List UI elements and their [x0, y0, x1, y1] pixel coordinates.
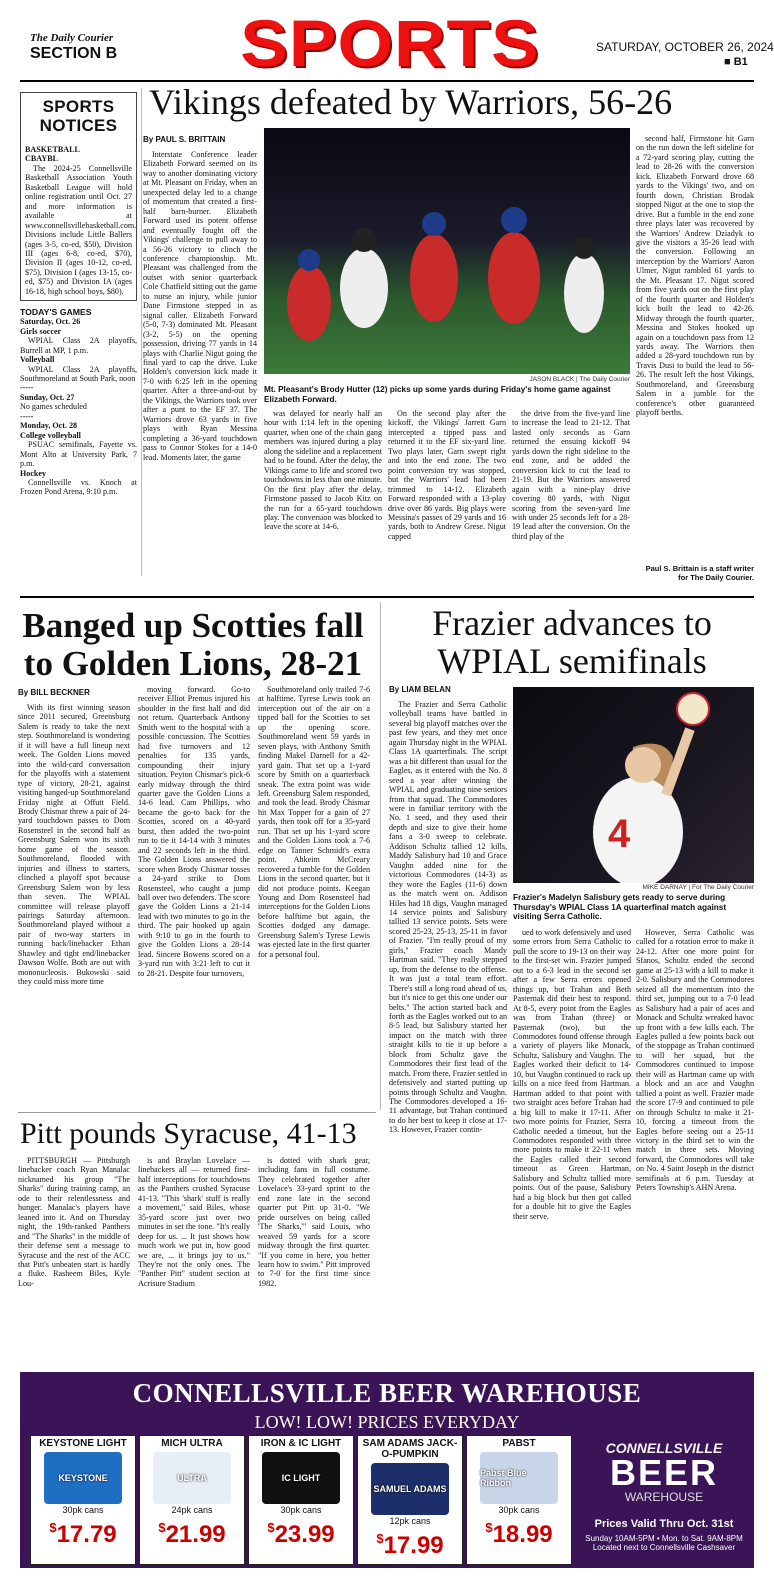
divider: -----	[20, 411, 34, 421]
store-hours: Sunday 10AM-5PM • Mon. to Sat. 9AM-8PM	[585, 1534, 743, 1543]
beer-size: 12pk cans	[389, 1516, 431, 1526]
story3-headline: Frazier advances to WPIAL semifinals	[432, 603, 712, 681]
notices-title: SPORTS NOTICES	[39, 97, 118, 135]
story4-col3: is dotted with shark gear, including fans in full costume. They celebrated together after Lovelace's 33-yard sprint to the end zone late in the second quarter put Pitt up 31-0. "We pride ourselves on being called 'The Sharks,'" said Louis, who weaved 59 yards for a score midway through the first quarter. "If you come in here, you better learn how to swim." Pitt improved to 7-0 for the first time since 1982.	[258, 1156, 370, 1288]
beer-name: IRON & IC LIGHT	[260, 1438, 342, 1449]
column-rule	[380, 602, 381, 1110]
beer-price-value: 17.79	[56, 1521, 117, 1548]
story3-byline: By LIAM BELAN	[389, 685, 451, 694]
sports-notices	[20, 92, 137, 572]
beer-price	[358, 1526, 462, 1559]
beer-price-value: 18.99	[492, 1521, 553, 1548]
story2-col3: Southmoreland only trailed 7-6 at halftime. Tyrese Lewis took an interception out of the air on a tipped ball for the Scotties to set up the opening score. Southmoreland went 59 yards in seven plays, with Anthony Smith finding Makel Darnell for a 42-yard gain. That set up a 1-yard score by Smith on a quarterback sneak. The extra point was wide left. Greensburg Salem responded, and took the lead. Brody Chismar hit Max Topper for a gain of 27 yards, then took off for a 35-yard run. That set up his 1-yard score and the Golden Lions took a 7-6 edge on Tanner Schmidt's extra point. Ahkeim McCreary recovered a fumble for the Golden Lions in the second quarter, but it did not produce points. Keegan Young and Dom Rosensteel had interceptions for the Golden Lions before halftime but again, the Scotties dodged any damage. Greensburg Salem's Tyrese Lewis was ejected late in the first quarter for a personal foul.	[258, 685, 371, 959]
story2-col1: With its first winning season since 2011 secured, Greensburg Salem is ready to take the next step. Southmoreland is wondering if it will have a full lineup next week. The Golden Lions moved into the wild-card conversation for the playoffs with a statement type of victory, 28-21, against visiting banged-up Southmoreland Friday night at Offutt Field. Brody Chismar threw a pair of 24-yard touchdown passes to Dom Rosensteel in the second half as Greensburg Salem won its sixth home game of the season. Southmoreland, flooded with injuries and illness to starters, clinched a playoff spot because Greensburg Salem won by less than seven. The WPIAL committee will release playoff pairings Saturday afternoon. Southmoreland played without a pair of two-way starters in running back/linebacker Ethan Shawley and tight end/linebacker Dawson Wolfe. Both are out with mononucleosis. Bukowski said they could miss more time	[18, 703, 130, 987]
beer-pack-image	[371, 1463, 449, 1515]
sat-volleyball-text: WPIAL Class 2A playoffs, Southmoreland at South Park, noon	[20, 364, 137, 383]
ad-title: CONNELLSVILLE BEER WAREHOUSE	[132, 1378, 642, 1408]
beer-price-value: 21.99	[165, 1521, 226, 1548]
beer-deal[interactable]	[30, 1435, 136, 1565]
beer-price	[467, 1515, 571, 1548]
divider: -----	[20, 383, 34, 393]
story1-col4: the drive from the five-yard line to increase the lead to 21-12. That lasted only seconds as Garn returned the ensuing kickoff 94 yards down the right sideline to the end zone, and he added the conversion kick to cut the lead to 21-19. But the Warriors answered again with a nine-play drive covering 80 yards, with Nigut scoring from the seven-yard line with under 25 seconds left for a 28-19 lead after the conversion. On the third play of the	[512, 409, 630, 541]
beer-pack-label: SAMUEL ADAMS	[373, 1484, 447, 1494]
prices-valid: Prices Valid Thru Oct. 31st	[594, 1518, 734, 1530]
sun-text: No games scheduled	[20, 402, 87, 412]
section-label: SECTION B	[30, 45, 118, 62]
beer-pack-image	[44, 1452, 122, 1504]
ad-logo-block	[578, 1434, 750, 1564]
sun-day: Sunday, Oct. 27	[20, 392, 75, 402]
notices-box	[20, 92, 137, 301]
tagline-line1: Paul S. Brittain is a staff writer	[645, 564, 754, 573]
photo-caption: Frazier's Madelyn Salisbury gets ready to serve during Thursday's WPIAL Class 1A quarterfinal match against visiting Serra Catholic.	[513, 893, 727, 921]
photo-credit: MIKE DARNAY | For The Daily Courier	[642, 884, 754, 891]
story4-col1: PITTSBURGH — Pittsburgh linebacker coach Ryan Manalac nicknamed his group "The Sharks" during training camp, an ode to their relentlessness and hunger. Manalac's players have leaned into it. And on Thursday night, the 19th-ranked Panthers and "The Sharks" in the middle of their defense sent a message to Syracuse and the rest of the ACC that Pitt's unbeaten start is hardly a fluke. Rasheem Biles, Kyle Lou-	[18, 1156, 130, 1288]
basketball-heading: BASKETBALL	[25, 145, 80, 154]
mon-college-text: PSUAC semifinals, Fayette vs. Mont Alto at University Park, 7 p.m.	[20, 440, 137, 469]
story-rule	[18, 1112, 376, 1113]
beer-price	[31, 1515, 135, 1548]
store-location: Located next to Connellsville Cashsaver	[592, 1543, 736, 1552]
beer-name: MICH ULTRA	[161, 1438, 223, 1449]
beer-deal[interactable]	[248, 1435, 354, 1565]
story1-col1: Interstate Conference leader Elizabeth Forward seemed on its way to another dominating victory at Mt. Pleasant on Friday, when an unexpected delay led to a change of momentum that created a first-half barn-burner. Elizabeth Forward used its potent offense and eventually fought off the Vikings' challenge to pull away to a 56-26 victory to clinch the conference championship. Mt. Pleasant was challenged from the outset with senior quarterback Cole Chatfield sitting out the game to nurse an injury, while junior Dane Firmstone stepped in as signal caller. Elizabeth Forward (5-0, 7-3) dominated Mt. Pleasant (3-2, 5-5) on the opening possession, driving 77 yards in 14 plays with Charlie Nigut going the final yard to cap the drive. Luke Holden's conversion kick made it 7-0 with 6:25 left in the opening quarter. After a three-and-out by the Vikings, the Warriors took over after a punt to the EF 37. The Warriors drove 63 yards in five plays with Ryan Messina completing a 36-yard touchdown pass to Connor Stokes for a 14-0 lead. Moments later, the game	[143, 150, 257, 462]
sat-volleyball: Volleyball	[20, 355, 55, 365]
photo-caption: Mt. Pleasant's Brody Hutter (12) picks up some yards during Friday's home game against Elizabeth Forward.	[264, 385, 611, 404]
issue-date: SATURDAY, OCTOBER 26, 2024	[596, 40, 774, 54]
mon-hockey: Hockey	[20, 468, 47, 478]
tagline-line2: for The Daily Courier.	[678, 573, 754, 582]
beer-size: 30pk cans	[62, 1505, 104, 1515]
beer-pack-image	[480, 1452, 558, 1504]
story2-headline: Banged up Scotties fall to Golden Lions, 28-21	[22, 606, 364, 683]
sports-banner: SPORTS	[240, 6, 540, 80]
newspaper-name: The Daily Courier	[30, 32, 114, 44]
story1-headline: Vikings defeated by Warriors, 56-26	[149, 82, 673, 122]
dollar-sign: $	[267, 1520, 275, 1535]
story1-tagline	[636, 564, 754, 582]
beer-price-value: 17.99	[383, 1532, 444, 1559]
story2-col2: moving forward. Go-to receiver Elliot Premus injured his shoulder in the first half and did not return. Quarterback Anthony Smith went to the hospital with a possible concussion. The Scotties had five turnovers and 12 penalties for 135 yards, compounding their injury situation. Peyton Chismar's pick-6 early midway through the third quarter gave the Golden Lions a 14-6 lead. Cam Phillips, who became the go-to back for the Scotties, scored on a 40-yard burst, then added the two-point run to tie it 14-14 with 3 minutes and 22 seconds left in the third. The Golden Lions answered the score when Brody Chismar tosses a 24-yard strike to Dom Rosensteel, who caught a jump ball over two defenders. The score gave the Golden Lions a 21-14 lead with two minutes to go in the third. The pair hooked up again with 9:10 to go in the fourth to give the Golden Lions a 28-14 lead. Sincere Bowens scored on a 3-yard run with 3:21 left to cut it to 28-21. Despite four turnovers,	[138, 685, 250, 978]
mon-college: College volleyball	[20, 430, 81, 440]
sat-girls-soccer: Girls soccer	[20, 326, 62, 336]
cbaybl-heading: CBAYBL	[25, 154, 58, 164]
logo-line1: CONNELLSVILLE	[605, 1440, 723, 1456]
beer-size: 24pk cans	[171, 1505, 213, 1515]
ad-subtitle: LOW! LOW! PRICES EVERYDAY	[254, 1412, 520, 1432]
beer-name: SAM ADAMS JACK-O-PUMPKIN	[362, 1438, 458, 1460]
football-photo	[264, 128, 630, 374]
mon-day: Monday, Oct. 28	[20, 421, 78, 431]
volleyball-photo	[513, 687, 754, 883]
beer-pack-image	[153, 1452, 231, 1504]
photo-credit: JASON BLACK | The Daily Courier	[529, 376, 630, 383]
beer-size: 30pk cans	[280, 1505, 322, 1515]
section-rule	[20, 596, 754, 598]
todays-games-title: TODAY'S GAMES	[20, 307, 92, 318]
beer-deal[interactable]	[466, 1435, 572, 1565]
beer-pack-label: IC LIGHT	[281, 1473, 321, 1483]
dollar-sign: $	[485, 1520, 493, 1535]
page-number: ■ B1	[724, 56, 748, 68]
beer-pack-label: KEYSTONE	[58, 1473, 108, 1483]
story1-col5: second half, Firmstone hit Garn on the run down the left sideline for a 72-yard scoring play, cutting the lead to 28-26 with the conversion kick. Elizabeth Forward drove 68 yards to the Vikings' two, and on fourth down, Christian Brodak stopped Nigut at the one to stop the drive. But a fumble in the end zone three plays later was recovered by the Warriors' Andrew Dziadyk to give the visitors a 35-26 lead with the conversion. Following an interception by the Warriors' Aaron Ulmer, Nigut rambled 61 yards to the Mt. Pleasant 17. Nigut scored from five yards out on the first play of the fourth quarter and Holden's kick built the lead to 42-26. Midway through the fourth quarter, Messina and Stokes hooked up again on a touchdown pass from 12 yards away. The Warriors then added a 28-yard touchdown run by Travis Dusi to build the lead to 56-26. The result left the host Vikings, Southmoreland, and Greensburg Salem in a jumble for the conference's other guaranteed playoff berths.	[636, 134, 754, 418]
mon-hockey-text: Connellsville vs. Knoch at Frozen Pond Arena, 9:10 p.m.	[20, 477, 137, 497]
story4-headline: Pitt pounds Syracuse, 41-13	[20, 1117, 357, 1150]
beer-size: 30pk cans	[498, 1505, 540, 1515]
logo-line3: WAREHOUSE	[624, 1490, 704, 1504]
column-rule	[141, 88, 142, 576]
dollar-sign: $	[376, 1531, 384, 1546]
beer-price-value: 23.99	[274, 1521, 335, 1548]
story3-col1: The Frazier and Serra Catholic volleyball teams have battled in several big playoff matches over the past few years, and they met once again Thursday night in the WPIAL Class 1A quarterfinals. The script was a bit different than usual for the Eagles, as it entered with the No. 8 seed a year after winning the WPIAL and graduating nine seniors from that squad. The Commodores were in familiar territory with the No. 1 seed, and they used their depth and size to give their home fans a 3-0 sweep to celebrate. Addison Schultz tallied 12 kills, Maddy Salisbury had 10 and Grace Vaughn added nine for the victorious Commodores (14-3) as they wore the Eagles (11-6) down as the match went on. Addison Hiles had 18 digs, Vaughn managed 14 service points and Salisbury tallied 13 service points. Sets were scored 25-23, 25-13, 25-11 in favor of Frazier. "I'm really proud of my girls," Frazier coach Mandy Hartman said. "They really stepped up, from the defense to the offense. It was just a total team effort. There's still a long road ahead of us, but it's nice to get this one under our belts." The action started back and forth as the Eagles worked out to an 8-5 lead, but Salisbury started her impact on the match with three straight kills to tie it up before a block from Schultz gave the Commodores their first lead of the match. From there, Frazier settled in defensively and started putting up points through Schultz and Vaughn. The Commodores developed a 16-11 advantage, but Trahan continued to do her best to keep it close at 17-13. However, Frazier contin-	[389, 700, 507, 1135]
beer-pack-label: ULTRA	[177, 1473, 207, 1483]
story3-col2: ued to work defensively and used some errors from Serra Catholic to pull the score to 19-13 on their way to the first-set win. Frazier jumped out to a 6-3 lead in the second set after a few Serra errors opened things up, but Trahan and Beth Pasternak did their best to respond. At 8-5, every point from the Eagles was from Trahan (three) or Pasternak (two), but the Commodores found offense through a variety of players like Monack, Schultz, Salisbury and Vaughn. The Eagles worked their deficit to 14-10, but Vaughn continued to rack up kills on a nice feed from Hartman. Hartman added to that point with two straight aces before Trahan had a big kill to make it 17-11. After two more points for Frazier, Serra Catholic needed a timeout, but the Commodores responded with three more points to make it 22-11 when the Eagles called their second timeout as Green Hartman, Salisbury and Schultz tallied more points. Out of the pause, Salisbury had a big block but then got called for a double hit to give the Eagles their serve.	[513, 928, 631, 1221]
beer-deal[interactable]	[139, 1435, 245, 1565]
story3-col3: However, Serra Catholic was called for a rotation error to make it 24-12. After one more point for Sfanos, Schultz ended the second game at 25-13 with a kill to make it 2-0. Salisbury and the Commodores seized all the momentum into the third set, jumping out to a 7-0 lead as Salisbury had a pair of aces and Monack and Schultz wreaked havoc up front with a few kills each. The Eagles pulled a few points back out of the stoppage as Trahan continued to will her squad, but the Commodores continued to impose their will as Hartman came up with a block and an ace and Vaughn tallied a point as well. Frazier made the score 17-9 and continued to pile on through Schultz to make it 21-10, forcing a timeout from the Eagles before seeing out a 25-11 victory in the third set to win the match in three sets. Moving forward, the Commodores will take on No. 4 Saint Joseph in the district semifinals at 6 p.m. Tuesday at Peters Township's AHN Arena.	[636, 928, 754, 1193]
dollar-sign: $	[158, 1520, 166, 1535]
story1-col2: was delayed for nearly half an hour with 1:14 left in the opening quarter, when one of the chain gang members was injured during a play along the sideline and a replacement had to be found. After the delay, the Vikings came to life and scored two touchdowns in less than one minute. On the first play after the delay, Firmstone passed to Jacob Kitz on the run for a 65-yard touchdown play. The conversion was blocked to leave the score at 14-6.	[264, 409, 383, 532]
story4-col2: is and Braylan Lovelace — linebackers all — returned first-half interceptions for touchdowns as the Panthers crushed Syracuse 41-13. "This 'shark' stuff is really a movement," said Biles, whose 35-yard score just over two minutes in set the tone. "It's really deep for us. ... It just shows how much work we put in, how good we are, ... it brings joy to us." They're not the only ones. The "Panther Pitt" student section at Acrisure Stadium	[138, 1156, 250, 1288]
beer-pack-label: Pabst Blue Ribbon	[480, 1468, 527, 1488]
beer-deal[interactable]	[357, 1435, 463, 1565]
beer-pack-image	[262, 1452, 340, 1504]
story2-byline: By BILL BECKNER	[18, 688, 90, 697]
story1-col3: On the second play after the kickoff, the Vikings' Jarrett Garn intercepted a tipped pass and returned it to the EF six-yard line. Two plays later, Garn swept right and into the end zone. The two point conversion try was stopped, but the Warriors' lead had been trimmed to 14-12. Elizabeth Forward responded with a 13-play drive over 86 yards. Big plays were Messina's passes of 29 yards and 16 yards, both to Andrew Grese. Nigut capped	[388, 409, 506, 541]
beer-price	[140, 1515, 244, 1548]
beer-name: KEYSTONE LIGHT	[39, 1438, 127, 1449]
logo-line2: BEER	[609, 1452, 719, 1493]
beer-price	[249, 1515, 353, 1548]
sat-day: Saturday, Oct. 26	[20, 317, 81, 327]
football-players-illustration	[264, 128, 630, 374]
basketball-notice: The 2024-25 Connellsville Basketball Association Youth Basketball League will hold online registration until Oct. 27 and more information is available at www.connellsvillebasketball.com. Divisions include Little Ballers (ages 3-5, co-ed, $50), Division III (ages 6-8, co-ed, $70), Division II (ages 10-12, co-ed, $75), Division I (ages 13-15, co-ed, $75) and Division IA (ages 16-18, high school boys, $80).	[25, 163, 137, 296]
volleyball-player-illustration	[513, 687, 754, 883]
beer-warehouse-ad[interactable]	[20, 1372, 754, 1568]
story1-byline: By PAUL S. BRITTAIN	[143, 135, 226, 144]
svg-text:4: 4	[608, 812, 631, 856]
dollar-sign: $	[49, 1520, 57, 1535]
beer-name: PABST	[502, 1438, 536, 1449]
sat-soccer-text: WPIAL Class 2A playoffs, Burrell at MP, 1 p.m.	[20, 336, 137, 355]
